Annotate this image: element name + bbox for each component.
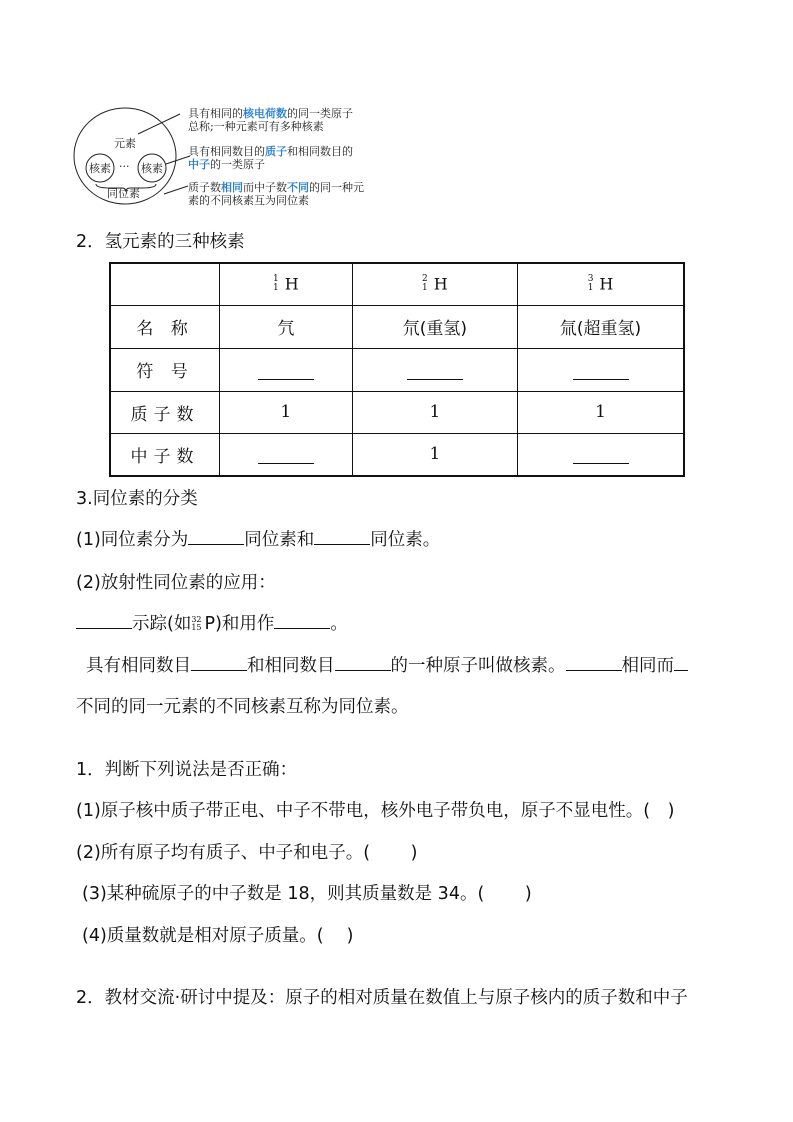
isotope-label: 同位素	[107, 187, 140, 200]
q2-line: 2．教材交流·研讨中提及：原子的相对质量在数值上与原子核内的质子数和中子	[76, 988, 688, 1008]
fill-blank[interactable]	[188, 530, 244, 545]
cell-neutron-tritium[interactable]	[518, 433, 684, 476]
cell-symbol-tritium[interactable]	[518, 348, 684, 391]
nuclide-deuterium-header: 2 1 H	[352, 263, 517, 305]
summary-line2: 不同的同一元素的不同核素互称为同位素。	[76, 697, 409, 717]
s3-line1: (1)同位素分为 同位素和 同位素。	[76, 530, 441, 550]
cell-name-tritium: 氚(超重氢)	[518, 305, 684, 348]
row-label-proton: 质子数	[110, 391, 220, 433]
q1-item-2: (2)所有原子均有质子、中子和电子。( )	[76, 843, 418, 863]
row-label-name: 名 称	[110, 305, 220, 348]
cell-symbol-protium[interactable]	[220, 348, 353, 391]
ellipsis-label: ···	[119, 160, 130, 173]
fill-blank[interactable]	[407, 365, 463, 380]
table-corner-cell	[110, 263, 220, 305]
table-row-proton	[110, 391, 684, 433]
pointer-line-3	[164, 186, 188, 194]
fill-blank[interactable]	[573, 365, 629, 380]
q1-item-4: (4)质量数就是相对原子质量。( )	[82, 926, 354, 946]
pointer-line-2	[166, 156, 190, 164]
cell-neutron-protium[interactable]	[220, 433, 353, 476]
s3-line2: (2)放射性同位素的应用：	[76, 573, 276, 593]
q1-item-1: (1)原子核中质子带正电、中子不带电，核外电子带负电，原子不显电性。( )	[76, 801, 675, 821]
cell-name-protium: 氕	[220, 305, 353, 348]
fill-blank[interactable]	[335, 656, 391, 671]
hydrogen-nuclide-table	[109, 262, 685, 477]
diagram-note-3: 质子数相同而中子数不同的同一种元 素的不同核素互为同位素	[188, 181, 364, 207]
cell-name-deuterium: 氘(重氢)	[352, 305, 517, 348]
nuclide-right-label: 核素	[141, 162, 163, 175]
nuclide-tritium-header: 3 1 H	[518, 263, 684, 305]
fill-blank[interactable]	[573, 449, 629, 464]
fill-blank[interactable]	[274, 614, 330, 629]
summary-line1: 具有相同数目 和相同数目 的一种原子叫做核素。 相同而	[86, 655, 688, 677]
table-row-neutron	[110, 433, 684, 476]
cell-proton-tritium: 1	[518, 391, 684, 433]
fill-blank[interactable]	[76, 614, 132, 629]
cell-symbol-deuterium[interactable]	[352, 348, 517, 391]
fill-blank[interactable]	[258, 449, 314, 464]
nuclide-left-label: 核素	[89, 162, 111, 175]
cell-neutron-deuterium: 1	[352, 433, 517, 476]
cell-proton-deuterium: 1	[352, 391, 517, 433]
fill-blank[interactable]	[674, 656, 688, 671]
pointer-line-1	[138, 114, 180, 134]
section2-title: 2．氢元素的三种核素	[76, 232, 245, 252]
q1-item-3: (3)某种硫原子的中子数是 18，则其质量数是 34。( )	[82, 884, 532, 904]
table-row-symbol	[110, 348, 684, 391]
s3-line3: 示踪(如 32 15 P)和用作 。	[76, 613, 348, 635]
row-label-symbol: 符 号	[110, 348, 220, 391]
section3-title: 3.同位素的分类	[76, 489, 198, 509]
fill-blank[interactable]	[258, 365, 314, 380]
fill-blank[interactable]	[314, 530, 370, 545]
table-header-row	[110, 263, 684, 305]
table-row-name	[110, 305, 684, 348]
fill-blank[interactable]	[566, 656, 622, 671]
fill-blank[interactable]	[191, 656, 247, 671]
diagram-note-1: 具有相同的核电荷数的同一类原子 总称;一种元素可有多种核素	[188, 107, 353, 133]
element-label: 元素	[114, 137, 136, 150]
row-label-neutron: 中子数	[110, 433, 220, 476]
diagram-note-2: 具有相同数目的质子和相同数目的 中子的一类原子	[188, 145, 353, 171]
q1-title: 1．判断下列说法是否正确：	[76, 760, 298, 780]
cell-proton-protium: 1	[220, 391, 353, 433]
nuclide-protium-header: 1 1 H	[220, 263, 353, 305]
